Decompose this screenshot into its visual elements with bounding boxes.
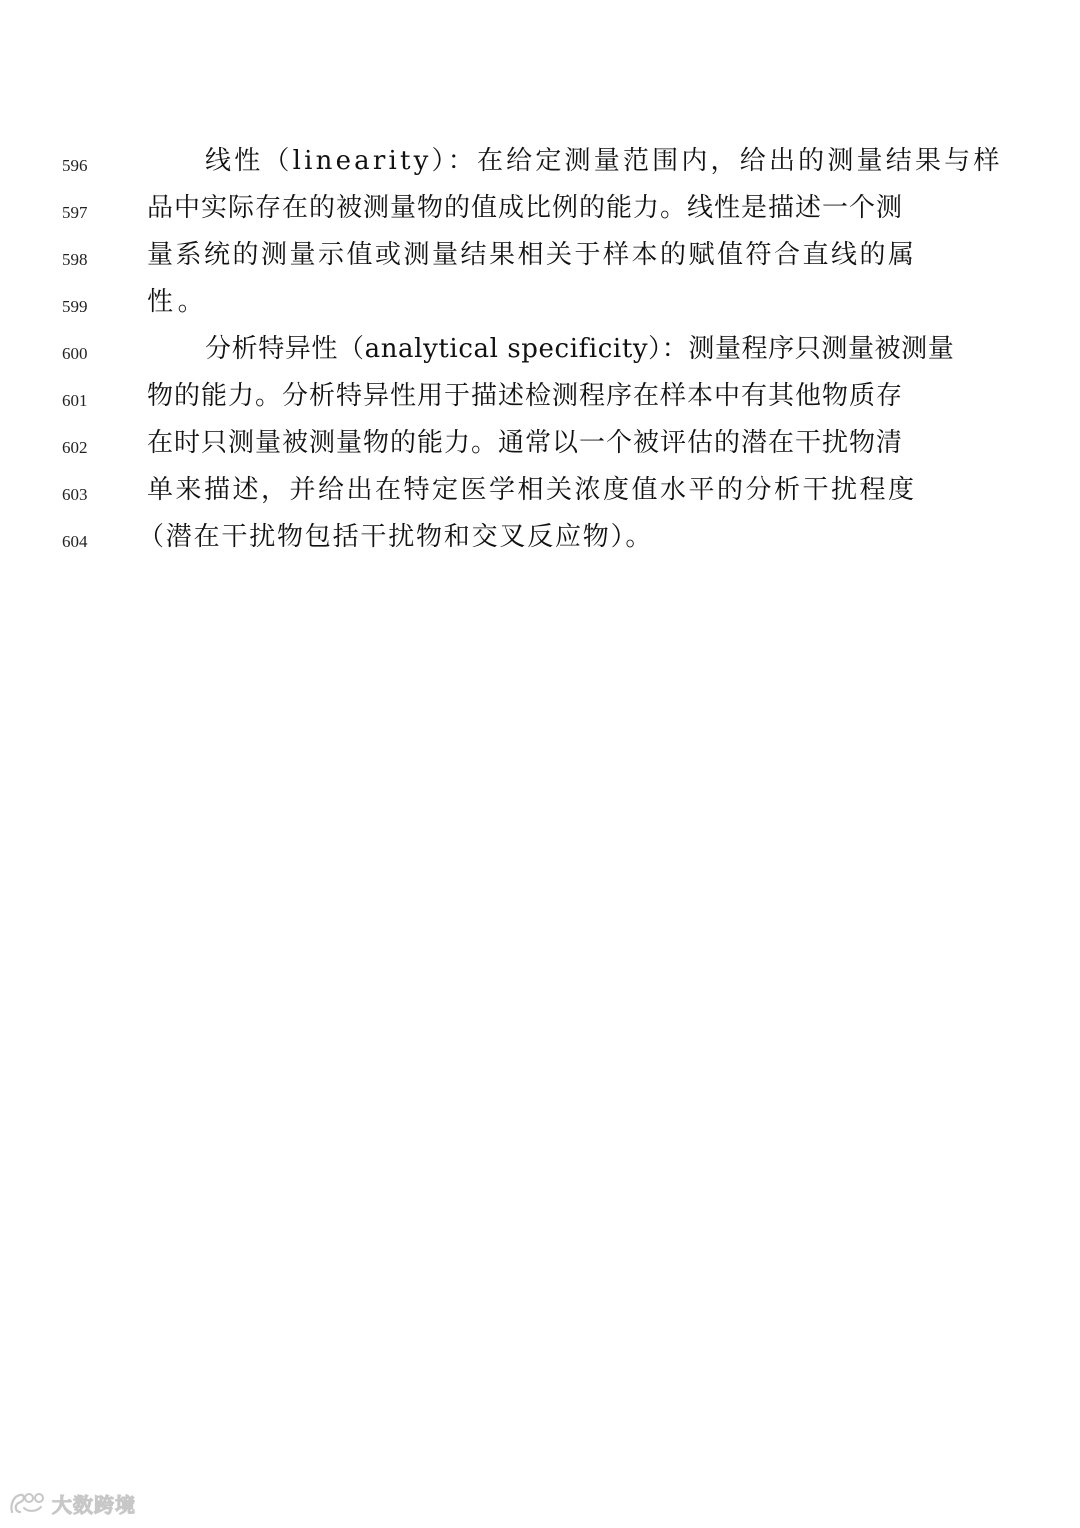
- line-number: 603: [62, 485, 88, 504]
- line-text: 线性（linearity）：在给定测量范围内，给出的测量结果与样: [205, 146, 1003, 176]
- line-text: 品中实际存在的被测量物的值成比例的能力。线性是描述一个测: [147, 193, 904, 223]
- document-line: [0, 330, 1080, 377]
- line-number: 601: [62, 391, 88, 410]
- document-line: [0, 142, 1080, 189]
- line-number: 604: [62, 532, 88, 551]
- document-line: [0, 189, 1080, 236]
- line-number: 599: [62, 297, 88, 316]
- line-text: （潜在干扰物包括干扰物和交叉反应物）。: [138, 522, 654, 552]
- document-line: [0, 471, 1080, 518]
- line-number: 597: [62, 203, 88, 222]
- line-text: 分析特异性（analytical specificity）：测量程序只测量被测量: [205, 334, 955, 364]
- document-line: [0, 377, 1080, 424]
- watermark: [8, 1488, 136, 1518]
- line-number: 602: [62, 438, 88, 457]
- line-number: 596: [62, 156, 88, 175]
- line-text: 单来描述，并给出在特定医学相关浓度值水平的分析干扰程度: [147, 475, 917, 505]
- document-line: [0, 283, 1080, 330]
- brand-logo-icon: [8, 1490, 46, 1516]
- document-line: [0, 424, 1080, 471]
- line-text: 物的能力。分析特异性用于描述检测程序在样本中有其他物质存: [147, 381, 904, 411]
- line-text: 在时只测量被测量物的能力。通常以一个被评估的潜在干扰物清: [147, 428, 904, 458]
- watermark-text: 大数跨境: [52, 1492, 136, 1517]
- line-text: 量系统的测量示值或测量结果相关于样本的赋值符合直线的属: [147, 240, 917, 270]
- document-line: [0, 518, 1080, 565]
- line-number: 598: [62, 250, 88, 269]
- document-line: [0, 236, 1080, 283]
- line-number: 600: [62, 344, 88, 363]
- line-text: 性。: [147, 287, 209, 317]
